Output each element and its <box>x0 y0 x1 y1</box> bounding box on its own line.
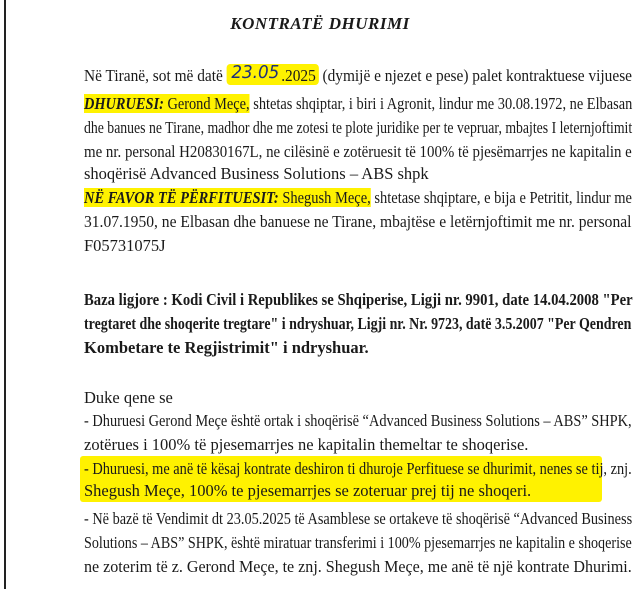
considering-heading: Duke qene se <box>84 388 173 407</box>
handwritten-day-month: 23.05 <box>231 62 280 83</box>
donor-highlight <box>84 94 250 113</box>
date-year: .2025 <box>281 66 316 85</box>
donor-line-1 <box>84 94 632 114</box>
considering-p3-line-2: Solutions – ABS” SHPK, është miratuar transferimi i 100% pjesemarrjes ne kapitalin e shoqerise <box>84 533 632 552</box>
considering-p2-line-1: - Dhuruesi, me anë të kësaj kontrate deshiron ti dhuroje Perfituese se dhurimit, nenes se tij, znj. <box>84 459 632 478</box>
considering-p1-line-1: - Dhuruesi Gerond Meçe është ortak i shoqërisë “Advanced Business Solutions – ABS” SHPK, <box>84 411 632 430</box>
beneficiary-line-3: F05731075J <box>84 236 166 255</box>
page-edge-rule <box>4 0 6 589</box>
donor-line-2: dhe banues ne Tirane, madhor dhe me zotesi te plote juridike per te vepruar, mbajtes I leternjoftimit <box>84 118 633 137</box>
intro-line <box>84 62 633 86</box>
legal-basis-line-2: tregtaret dhe shoqerite tregtare" i ndryshuar, Ligji nr. Nr. 9723, datë 3.5.2007 "Per Qendren <box>84 314 632 333</box>
beneficiary-line-1-rest: shtetase shqiptare, e bija e Petritit, lindur me <box>374 188 632 207</box>
donor-line-1-rest: shtetas shqiptar, i biri i Agronit, lindur me 30.08.1972, ne Elbasan <box>253 94 633 113</box>
considering-p3-line-3: ne zoterim të z. Gerond Meçe, te znj. Shegush Meçe, me anë të një kontrate Dhurimi. <box>84 557 632 576</box>
beneficiary-name: Shegush Meçe, <box>282 188 371 207</box>
intro-post: (dymijë e njezet e pese) palet kontraktuese vijuese <box>322 66 633 85</box>
donor-line-3: me nr. personal H20830167L, ne cilësinë e zotëruesit të 100% të pjesëmarrjes ne kapitalin e <box>84 142 632 161</box>
legal-basis-line-3: Kombetare te Regjistrimit" i ndryshuar. <box>84 338 369 357</box>
beneficiary-line-2: 31.07.1950, ne Elbasan dhe banuese ne Tirane, mbajtëse e letërnjoftimit me nr. personal <box>84 212 632 231</box>
donor-name: Gerond Meçe, <box>167 94 250 113</box>
donor-line-4: shoqërisë Advanced Business Solutions – ABS shpk <box>84 164 429 183</box>
donor-label: DHURUESI: <box>84 94 164 113</box>
beneficiary-highlight <box>84 188 371 207</box>
intro-pre: Në Tiranë, sot më datë <box>84 66 223 85</box>
handwritten-date <box>227 64 319 85</box>
considering-p3-line-1: - Në bazë të Vendimit dt 23.05.2025 të Asamblese se ortakeve të shoqërisë “Advanced Business <box>84 509 633 528</box>
legal-basis-line-1: Baza ligjore : Kodi Civil i Republikes se Shqiperise, Ligji nr. 9901, date 14.04.2008 "Per <box>84 290 633 309</box>
considering-p2-line-2: Shegush Meçe, 100% te pjesemarrjes se zoteruar prej tij ne shoqeri. <box>84 481 532 500</box>
document-title: KONTRATË DHURIMI <box>230 14 410 33</box>
beneficiary-label: NË FAVOR TË PËRFITUESIT: <box>84 188 279 207</box>
considering-p1-line-2: zotërues i 100% të pjesemarrjes ne kapitalin themeltar te shoqerise. <box>84 435 529 454</box>
beneficiary-line-1 <box>84 188 632 208</box>
